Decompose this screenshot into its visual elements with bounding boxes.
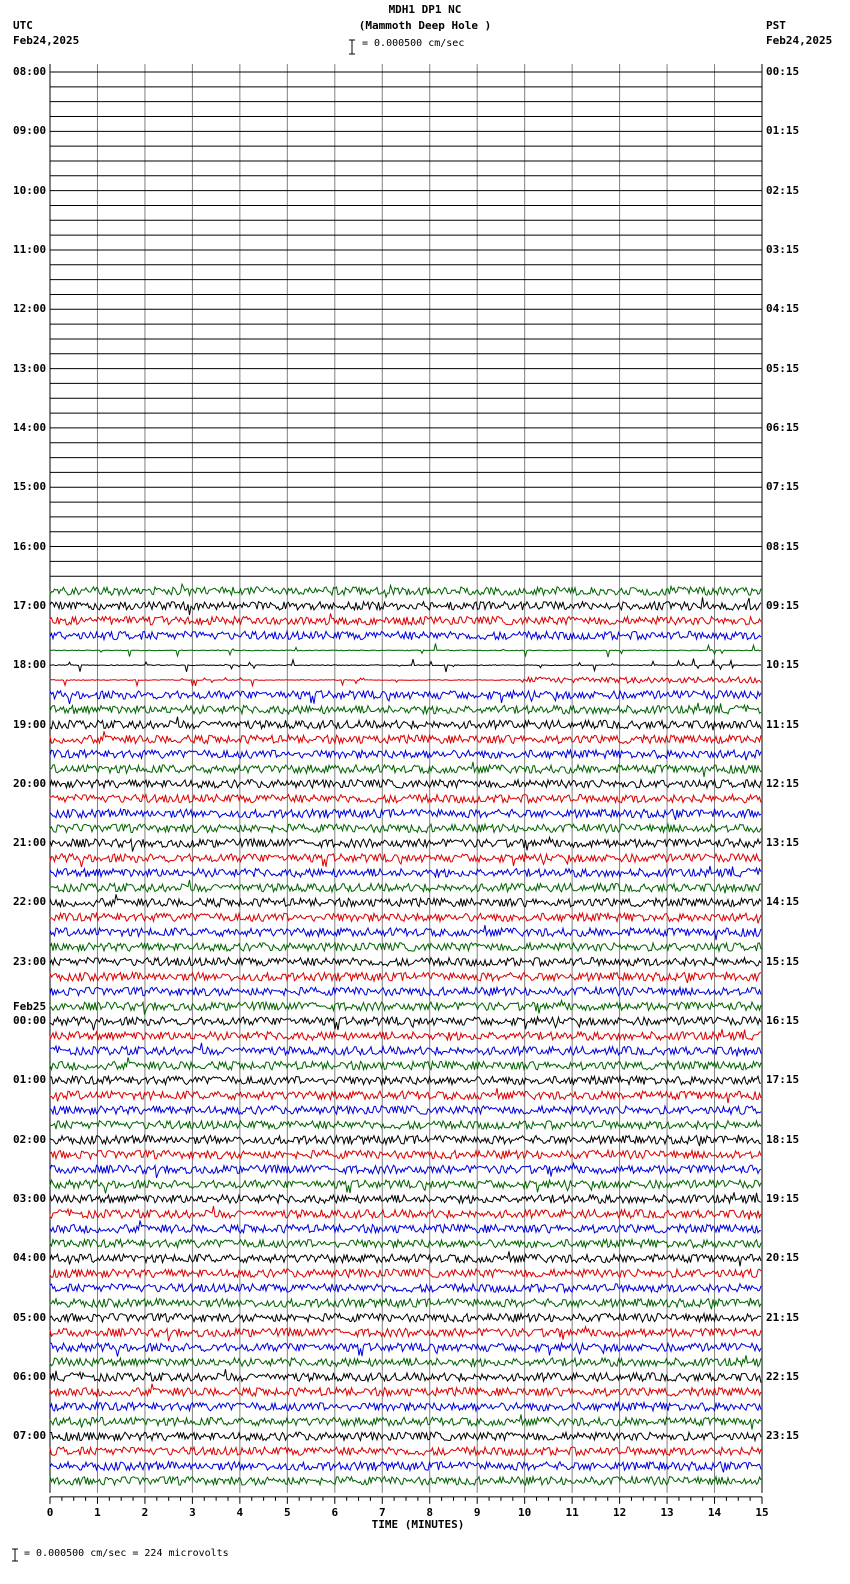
trace-74 bbox=[50, 1164, 761, 1178]
trace-48 bbox=[50, 780, 761, 788]
pst-hour-label: 15:15 bbox=[766, 954, 800, 968]
trace-50 bbox=[50, 809, 761, 820]
trace-75 bbox=[50, 1180, 761, 1193]
trace-86 bbox=[50, 1343, 761, 1356]
pst-hour-label: 21:15 bbox=[766, 1310, 800, 1324]
date-change-label: Feb25 bbox=[13, 1000, 47, 1014]
x-tick-label-6: 6 bbox=[331, 1505, 339, 1519]
pst-hour-label: 02:15 bbox=[766, 183, 800, 197]
utc-hour-label: 17:00 bbox=[13, 598, 47, 612]
utc-hour-label: 05:00 bbox=[13, 1310, 47, 1324]
trace-92 bbox=[50, 1432, 761, 1440]
utc-hour-label: 13:00 bbox=[13, 361, 47, 375]
pst-hour-label: 19:15 bbox=[766, 1192, 800, 1206]
trace-83 bbox=[50, 1298, 761, 1309]
trace-61 bbox=[50, 972, 761, 983]
trace-46 bbox=[50, 750, 761, 760]
trace-87 bbox=[50, 1355, 761, 1366]
x-tick-label-12: 12 bbox=[612, 1505, 627, 1519]
scale-text: = 0.000500 cm/sec bbox=[362, 38, 465, 49]
pst-hour-label: 05:15 bbox=[766, 361, 800, 375]
trace-37 bbox=[50, 614, 761, 625]
left-timezone: UTC bbox=[13, 19, 33, 32]
trace-52 bbox=[50, 837, 761, 851]
x-axis bbox=[47, 1497, 769, 1531]
utc-hour-label: 19:00 bbox=[13, 717, 47, 731]
pst-hour-label: 17:15 bbox=[766, 1073, 800, 1087]
trace-88 bbox=[50, 1369, 761, 1383]
trace-73 bbox=[50, 1150, 761, 1158]
pst-hour-label: 10:15 bbox=[766, 658, 800, 672]
trace-82 bbox=[50, 1284, 761, 1292]
trace-79 bbox=[50, 1240, 761, 1248]
utc-hour-label: 21:00 bbox=[13, 836, 47, 850]
utc-hour-label: 12:00 bbox=[13, 302, 47, 316]
trace-68 bbox=[50, 1076, 761, 1084]
trace-80 bbox=[50, 1251, 761, 1266]
pst-hour-label: 06:15 bbox=[766, 420, 800, 434]
pst-hour-label: 18:15 bbox=[766, 1132, 800, 1146]
utc-hour-label: 23:00 bbox=[13, 954, 47, 968]
trace-81 bbox=[50, 1269, 761, 1277]
trace-53 bbox=[50, 854, 761, 867]
utc-hour-label: 15:00 bbox=[13, 480, 47, 494]
footer-scale-text: = 0.000500 cm/sec = 224 microvolts bbox=[24, 1548, 229, 1559]
pst-hour-label: 20:15 bbox=[766, 1251, 800, 1265]
pst-hour-label: 12:15 bbox=[766, 776, 800, 790]
trace-63 bbox=[50, 1000, 761, 1014]
x-tick-label-11: 11 bbox=[565, 1505, 579, 1519]
pst-hour-label: 11:15 bbox=[766, 717, 800, 731]
trace-65 bbox=[50, 1029, 761, 1040]
trace-35 bbox=[50, 584, 761, 597]
right-timezone: PST bbox=[766, 19, 786, 32]
x-tick-label-1: 1 bbox=[94, 1505, 101, 1519]
trace-42 bbox=[50, 691, 761, 704]
utc-hour-label: 08:00 bbox=[13, 65, 47, 78]
trace-40 bbox=[50, 659, 761, 672]
utc-hour-label: 03:00 bbox=[13, 1192, 47, 1206]
trace-58 bbox=[50, 925, 761, 940]
utc-hour-label: 02:00 bbox=[13, 1132, 47, 1146]
trace-72 bbox=[50, 1135, 761, 1146]
trace-93 bbox=[50, 1447, 761, 1455]
trace-70 bbox=[50, 1106, 761, 1114]
utc-hour-label: 10:00 bbox=[13, 183, 47, 197]
x-tick-label-9: 9 bbox=[473, 1505, 481, 1519]
utc-hour-label: 01:00 bbox=[13, 1073, 47, 1087]
trace-49 bbox=[50, 795, 761, 803]
seismic-traces bbox=[50, 72, 762, 1485]
station-title: MDH1 DP1 NC bbox=[388, 3, 462, 16]
utc-hour-label: 11:00 bbox=[13, 242, 47, 256]
trace-90 bbox=[50, 1403, 761, 1411]
trace-45 bbox=[50, 731, 761, 743]
utc-hour-label: 22:00 bbox=[13, 895, 47, 909]
trace-95 bbox=[50, 1476, 761, 1485]
pst-hour-label: 08:15 bbox=[766, 539, 800, 553]
pst-hour-label: 23:15 bbox=[766, 1429, 800, 1443]
x-tick-label-15: 15 bbox=[755, 1505, 769, 1519]
utc-hour-label: 06:00 bbox=[13, 1370, 47, 1384]
x-tick-label-10: 10 bbox=[518, 1505, 532, 1519]
trace-60 bbox=[50, 958, 761, 966]
utc-hour-label: 18:00 bbox=[13, 658, 47, 672]
trace-39 bbox=[50, 644, 761, 658]
utc-hour-label: 07:00 bbox=[13, 1429, 47, 1443]
x-tick-label-7: 7 bbox=[378, 1505, 386, 1519]
trace-76 bbox=[50, 1192, 761, 1203]
trace-89 bbox=[50, 1384, 761, 1396]
utc-hour-label: 09:00 bbox=[13, 124, 47, 138]
pst-hour-label: 14:15 bbox=[766, 895, 800, 909]
pst-hour-label: 03:15 bbox=[766, 242, 800, 256]
pst-hour-label: 07:15 bbox=[766, 480, 800, 494]
trace-47 bbox=[50, 762, 761, 777]
utc-hour-label: 04:00 bbox=[13, 1251, 47, 1265]
x-tick-label-3: 3 bbox=[189, 1505, 196, 1519]
trace-69 bbox=[50, 1088, 761, 1103]
trace-38 bbox=[50, 631, 761, 639]
trace-57 bbox=[50, 913, 761, 923]
utc-hour-label: 16:00 bbox=[13, 539, 47, 553]
trace-84 bbox=[50, 1314, 761, 1322]
chart-title bbox=[0, 2, 850, 34]
pst-hour-label: 09:15 bbox=[766, 598, 800, 612]
trace-54 bbox=[50, 866, 761, 877]
trace-77 bbox=[50, 1206, 761, 1220]
pst-hour-label: 16:15 bbox=[766, 1014, 800, 1028]
x-tick-label-2: 2 bbox=[141, 1505, 149, 1519]
x-tick-label-0: 0 bbox=[46, 1505, 54, 1519]
x-tick-label-13: 13 bbox=[660, 1505, 674, 1519]
trace-67 bbox=[50, 1057, 761, 1069]
pst-hour-label: 01:15 bbox=[766, 124, 800, 138]
trace-66 bbox=[50, 1043, 761, 1057]
right-date: Feb24,2025 bbox=[766, 34, 833, 47]
utc-hour-label: 14:00 bbox=[13, 420, 47, 434]
trace-51 bbox=[50, 824, 761, 832]
trace-43 bbox=[50, 703, 761, 714]
trace-91 bbox=[50, 1415, 761, 1430]
trace-36 bbox=[50, 597, 761, 615]
location-title: (Mammoth Deep Hole ) bbox=[358, 19, 492, 32]
trace-94 bbox=[50, 1462, 761, 1473]
vertical-grid bbox=[50, 64, 762, 1493]
x-axis-label: TIME (MINUTES) bbox=[371, 1517, 465, 1531]
trace-71 bbox=[50, 1121, 761, 1129]
x-tick-label-4: 4 bbox=[236, 1505, 244, 1519]
left-date: Feb24,2025 bbox=[13, 34, 80, 47]
utc-hour-label: 00:00 bbox=[13, 1014, 47, 1028]
x-tick-label-8: 8 bbox=[426, 1505, 434, 1519]
pst-hour-label: 04:15 bbox=[766, 302, 800, 316]
trace-41 bbox=[50, 677, 761, 686]
trace-55 bbox=[50, 880, 761, 894]
trace-85 bbox=[50, 1327, 761, 1341]
trace-62 bbox=[50, 987, 761, 995]
pst-hour-label: 13:15 bbox=[766, 836, 800, 850]
x-tick-label-5: 5 bbox=[284, 1505, 291, 1519]
trace-59 bbox=[50, 943, 761, 951]
x-tick-label-14: 14 bbox=[707, 1505, 722, 1519]
trace-44 bbox=[50, 717, 761, 731]
trace-64 bbox=[50, 1017, 761, 1030]
trace-56 bbox=[50, 894, 761, 906]
pst-hour-label: 00:15 bbox=[766, 65, 800, 78]
trace-78 bbox=[50, 1221, 761, 1233]
utc-hour-label: 20:00 bbox=[13, 776, 47, 790]
pst-hour-label: 22:15 bbox=[766, 1370, 800, 1384]
